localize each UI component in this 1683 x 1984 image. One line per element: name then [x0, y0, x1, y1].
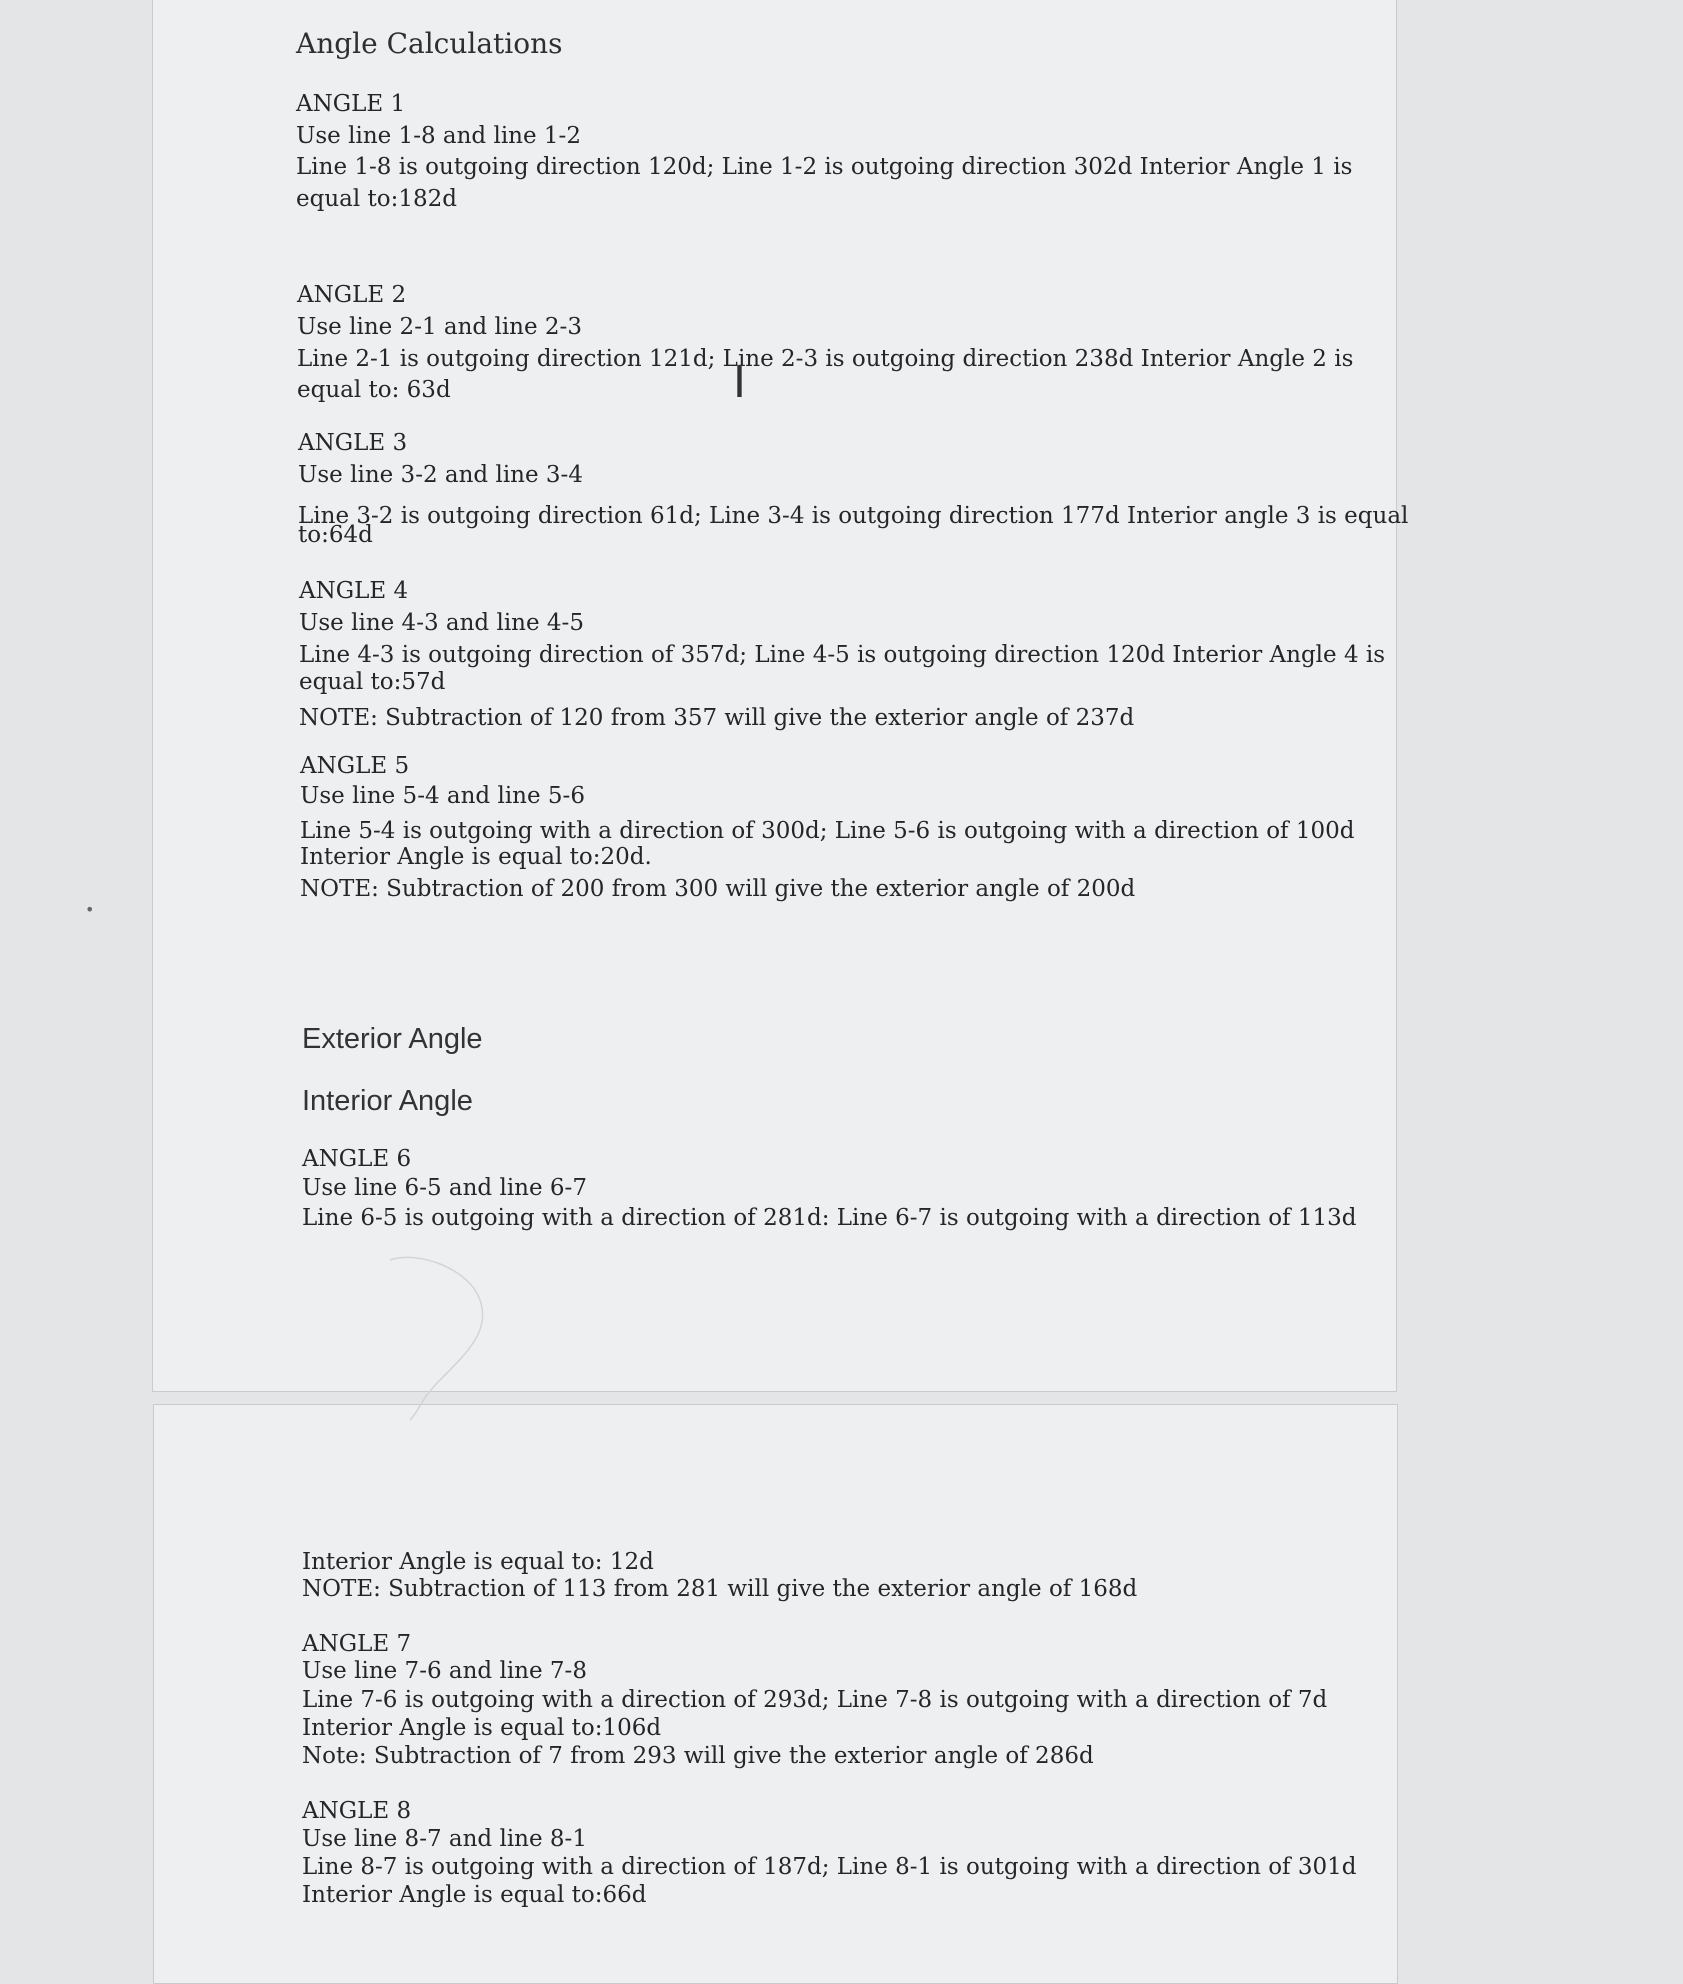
text-cursor-icon: I — [733, 357, 746, 408]
angle-7-use: Use line 7-6 and line 7-8 — [302, 1658, 587, 1684]
angle-5-use: Use line 5-4 and line 5-6 — [300, 783, 585, 809]
angle-4-heading: ANGLE 4 — [299, 578, 409, 604]
angle-6-heading: ANGLE 6 — [302, 1146, 412, 1172]
angle-8-line1: Line 8-7 is outgoing with a direction of 187d; Line 8-1 is outgoing with a direction of 301d — [302, 1854, 1357, 1880]
angle-7-note: Note: Subtraction of 7 from 293 will give the exterior angle of 286d — [302, 1743, 1094, 1769]
angle-2-heading: ANGLE 2 — [297, 282, 407, 308]
angle-2-use: Use line 2-1 and line 2-3 — [297, 314, 582, 340]
angle-1-heading: ANGLE 1 — [296, 91, 406, 117]
angle-5-heading: ANGLE 5 — [300, 753, 410, 779]
angle-5-note: NOTE: Subtraction of 200 from 300 will give the exterior angle of 200d — [300, 876, 1136, 902]
angle-6-use: Use line 6-5 and line 6-7 — [302, 1175, 587, 1201]
scribble-mark — [380, 1230, 500, 1430]
angle-1-line2: equal to:182d — [296, 186, 457, 212]
exterior-angle-label: Exterior Angle — [302, 1023, 483, 1055]
angle-8-heading: ANGLE 8 — [302, 1798, 412, 1824]
angle-6-note: NOTE: Subtraction of 113 from 281 will give the exterior angle of 168d — [302, 1576, 1138, 1602]
angle-3-line2: to:64d — [298, 522, 373, 548]
angle-4-line1: Line 4-3 is outgoing direction of 357d; Line 4-5 is outgoing direction 120d Interior Angle 4 is — [299, 642, 1386, 668]
document-title: Angle Calculations — [296, 27, 563, 60]
angle-7-line2: Interior Angle is equal to:106d — [302, 1715, 662, 1741]
angle-3-heading: ANGLE 3 — [298, 430, 408, 456]
angle-5-line1: Line 5-4 is outgoing with a direction of 300d; Line 5-6 is outgoing with a direction of 100d — [300, 818, 1355, 844]
angle-4-use: Use line 4-3 and line 4-5 — [299, 610, 584, 636]
angle-6-line1: Line 6-5 is outgoing with a direction of 281d: Line 6-7 is outgoing with a direction of 113d — [302, 1205, 1357, 1231]
angle-4-line2: equal to:57d — [299, 669, 446, 695]
angle-2-line1: Line 2-1 is outgoing direction 121d; Line 2-3 is outgoing direction 238d Interior Angle 2 is — [297, 346, 1354, 372]
interior-angle-label: Interior Angle — [302, 1085, 473, 1117]
angle-1-use: Use line 1-8 and line 1-2 — [296, 123, 581, 149]
angle-5-line2: Interior Angle is equal to:20d. — [300, 844, 652, 870]
angle-8-line2: Interior Angle is equal to:66d — [302, 1882, 647, 1908]
dot-mark: • — [85, 900, 95, 919]
angle-2-line2: equal to: 63d — [297, 377, 451, 403]
angle-7-line1: Line 7-6 is outgoing with a direction of 293d; Line 7-8 is outgoing with a direction of 7d — [302, 1687, 1328, 1713]
angle-8-use: Use line 8-7 and line 8-1 — [302, 1826, 587, 1852]
angle-3-line1: Line 3-2 is outgoing direction 61d; Line 3-4 is outgoing direction 177d Interior angle 3 is equal — [298, 503, 1409, 529]
angle-3-use: Use line 3-2 and line 3-4 — [298, 462, 583, 488]
angle-1-line1: Line 1-8 is outgoing direction 120d; Line 1-2 is outgoing direction 302d Interior Angle 1 is — [296, 154, 1353, 180]
angle-6-line2: Interior Angle is equal to: 12d — [302, 1549, 654, 1575]
angle-7-heading: ANGLE 7 — [302, 1631, 412, 1657]
angle-4-note: NOTE: Subtraction of 120 from 357 will give the exterior angle of 237d — [299, 705, 1135, 731]
